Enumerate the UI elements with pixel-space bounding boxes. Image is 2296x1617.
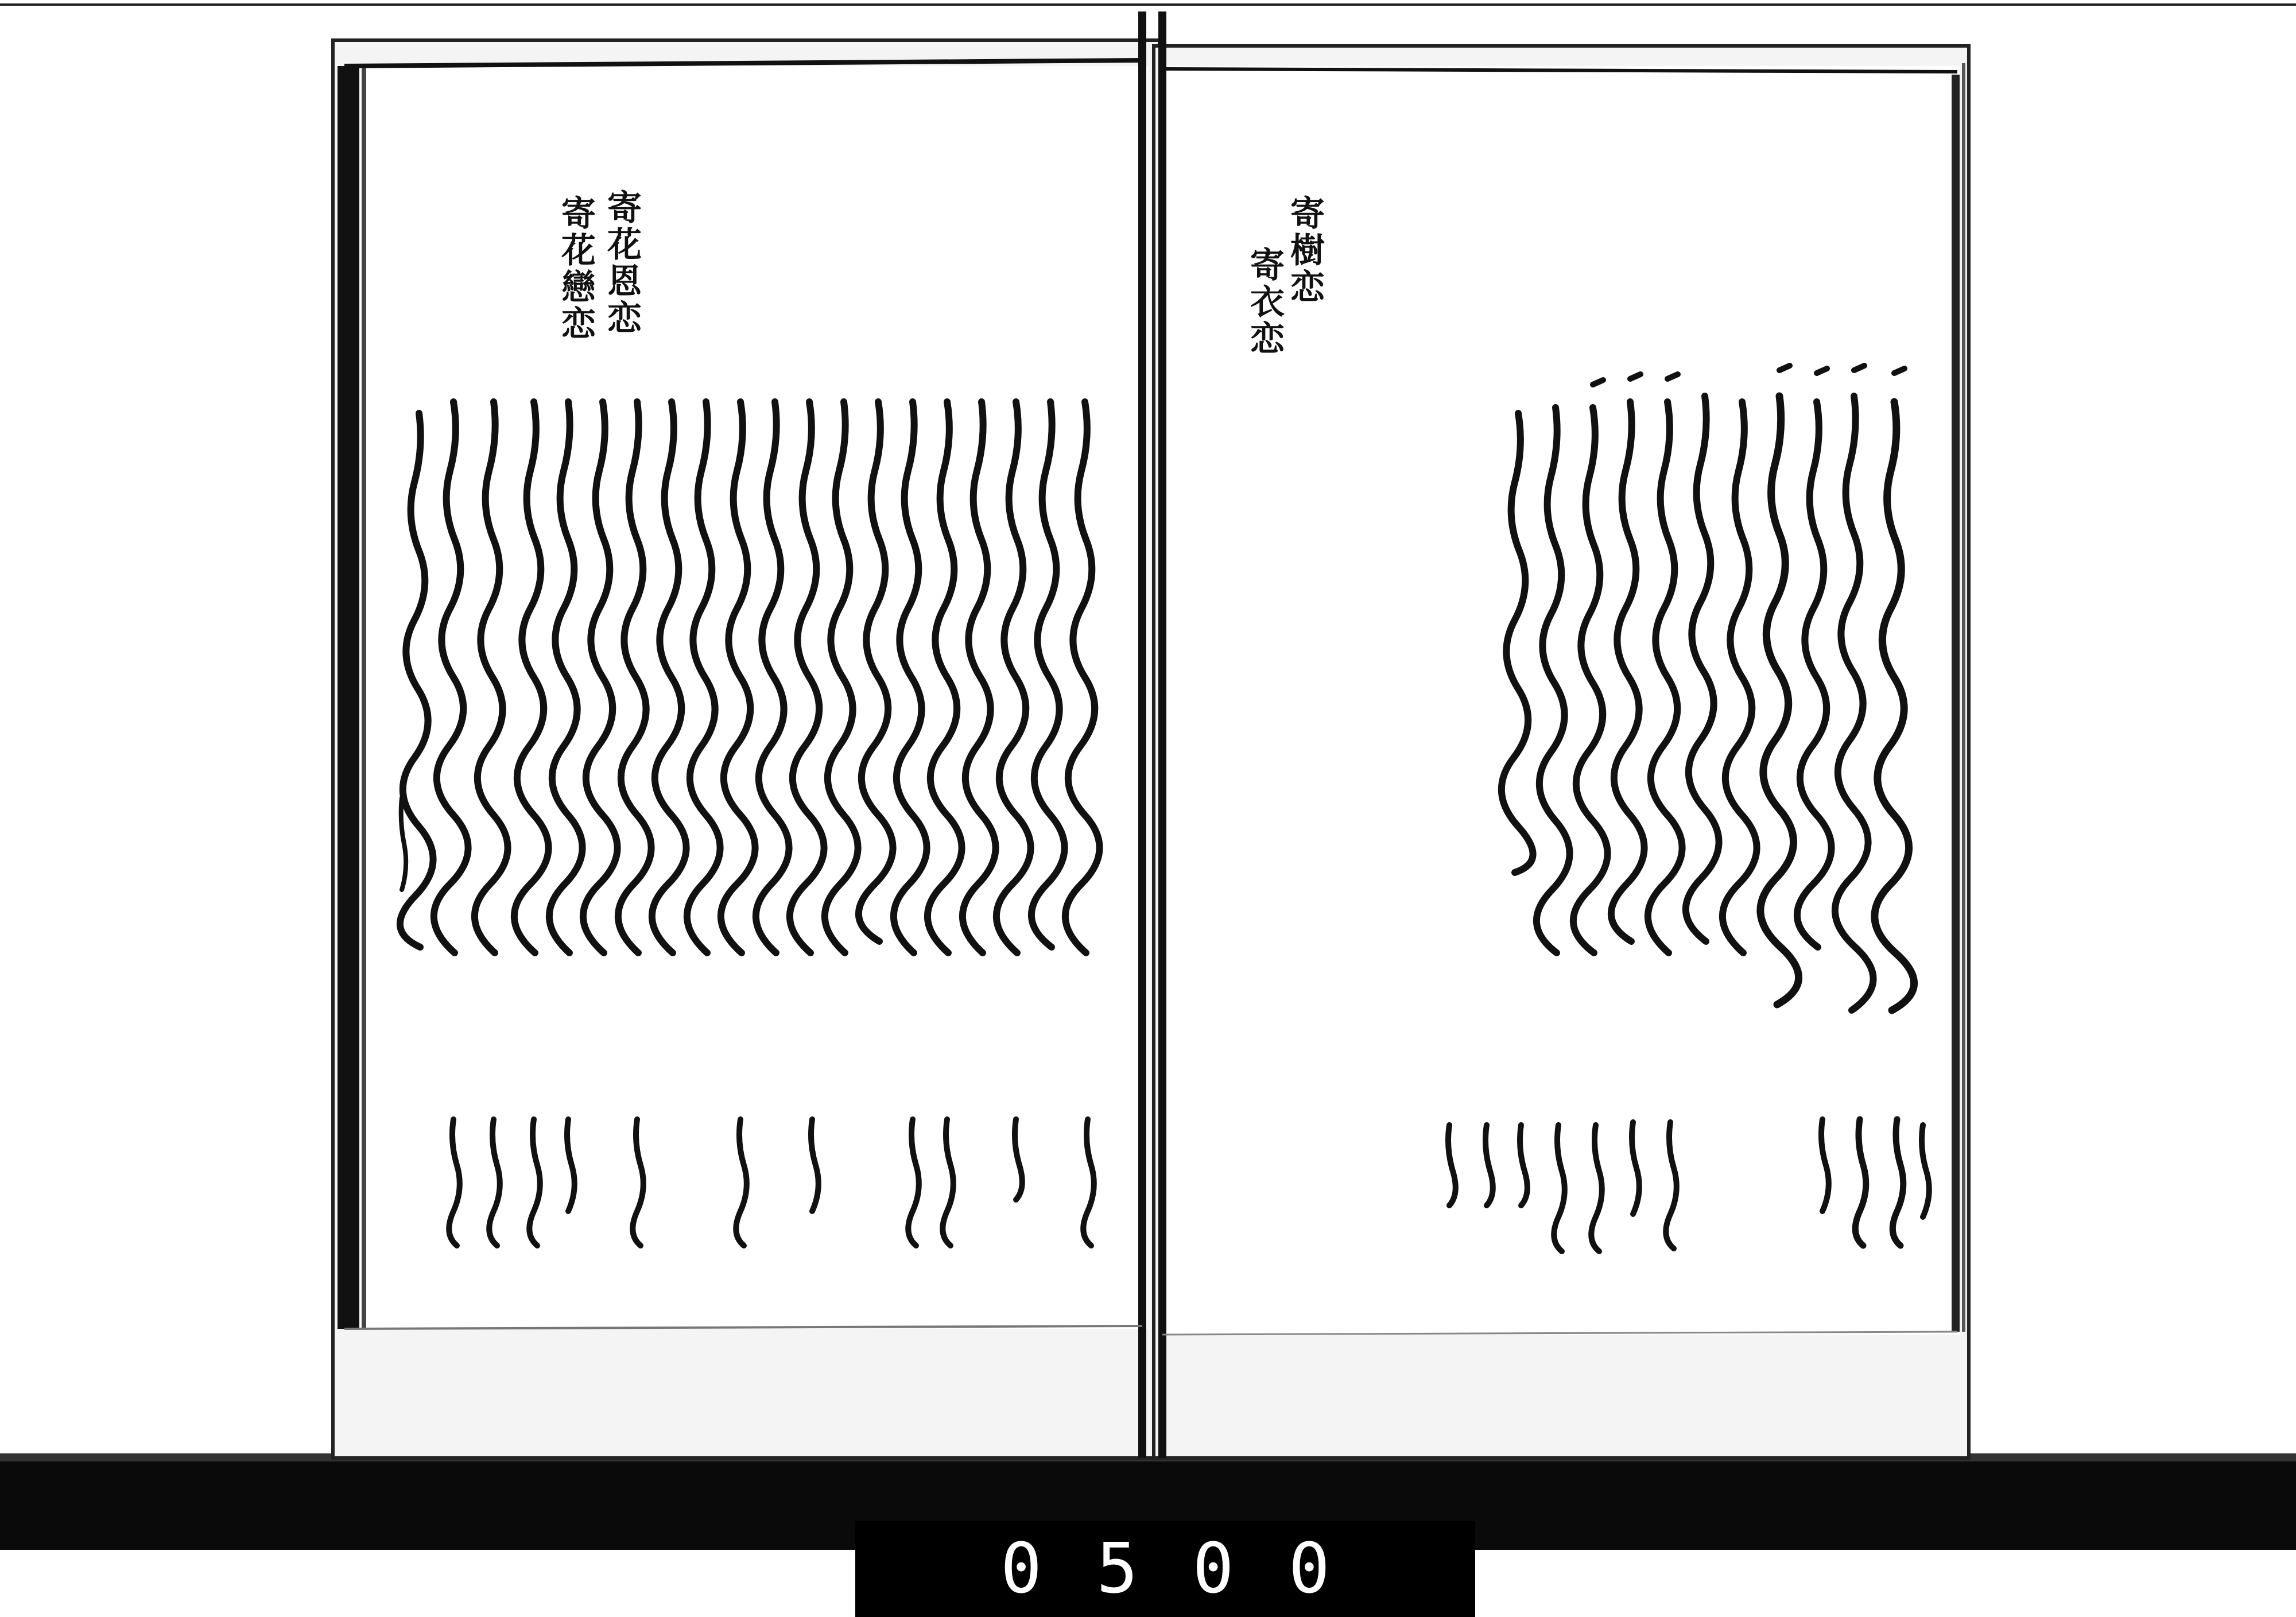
left-heading-1: 寄花恩恋 [602, 189, 642, 336]
right-heading-2: 寄衣恋 [1244, 247, 1285, 357]
frame-number-label: 0500 [855, 1521, 1475, 1617]
left-heading-2: 寄花戀恋 [556, 195, 596, 342]
right-heading-1: 寄樹恋 [1285, 195, 1325, 305]
